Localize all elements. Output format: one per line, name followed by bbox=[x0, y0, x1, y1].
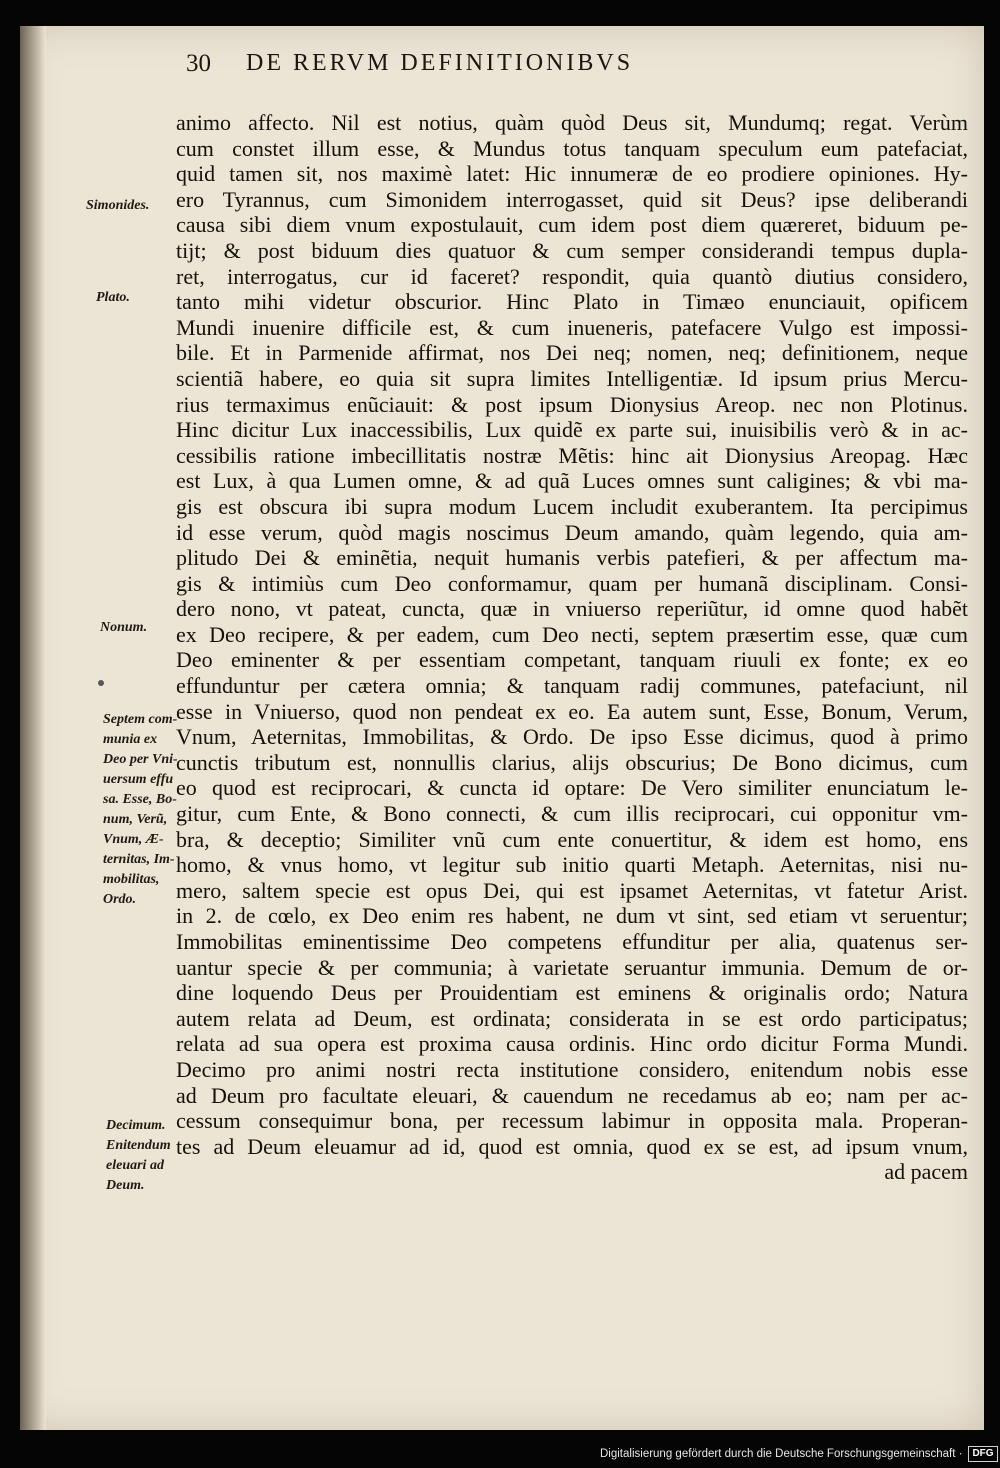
margin-line: Deo per Vni- bbox=[103, 752, 178, 767]
text-line: relata ad sua opera est proxima causa ordinis. Hinc ordo dicitur Forma Mundi. bbox=[176, 1031, 968, 1057]
text-line: esse in Vniuerso, quod non pendeat ex eo. Ea autem sunt, Esse, Bonum, Verum, bbox=[176, 698, 968, 724]
text-line: cunctis tributum est, nonnullis clarius, alijs obscurius; De Bono dicimus, cum bbox=[176, 749, 968, 775]
text-line: mero, saltem specie est opus Dei, qui est ipsamet Aeternitas, vt fatetur Arist. bbox=[176, 877, 968, 903]
text-line: in 2. de cœlo, ex Deo enim res habent, ne dum vt sint, sed etiam vt seruentur; bbox=[176, 903, 968, 929]
margin-line: num, Verũ, bbox=[103, 812, 168, 827]
text-line: ex Deo recipere, & per eadem, cum Deo necti, septem præsertim esse, quæ cum bbox=[176, 621, 968, 647]
text-line: ero Tyrannus, cum Simonidem interrogasset, quid sit Deus? ipse deliberandi bbox=[176, 186, 968, 212]
margin-line: uersum effu bbox=[103, 772, 174, 787]
margin-line: Enitendum bbox=[106, 1138, 171, 1153]
page-gutter bbox=[20, 26, 46, 1430]
text-line: Immobilitas eminentissime Deo competens effunditur per alia, quatenus ser- bbox=[176, 929, 968, 954]
text-line: Decimo pro animi nostri recta institutione considero, enitendum nobis esse bbox=[176, 1056, 968, 1082]
text-line: Mundi inuenire difficile est, & cum inueneris, patefacere Vulgo est impossi- bbox=[176, 314, 968, 340]
page-header bbox=[186, 50, 846, 90]
margin-line: Septem com- bbox=[103, 712, 178, 727]
text-line: bile. Et in Parmenide affirmat, nos Dei neq; nomen, neq; definitionem, neque bbox=[176, 340, 968, 366]
text-line: effunduntur per cætera omnia; & tanquam radij communes, patefaciunt, nil bbox=[176, 673, 968, 699]
text-line: bra, & deceptio; Similiter vnũ cum ente conuertitur, & idem est homo, ens bbox=[176, 826, 968, 852]
text-line: scientiã habere, eo quia sit supra limites Intelligentiæ. Id ipsum prius Mercu- bbox=[176, 365, 968, 391]
text-line: id esse verum, quòd magis noscimus Deum amando, quàm legendo, quia am- bbox=[176, 519, 968, 545]
text-line: Deo eminenter & per essentiam competant, tanquam riuuli ex fonte; ex eo bbox=[176, 647, 968, 673]
text-line: uantur specie & per communia; à varietate seruantur immunia. Demum de or- bbox=[176, 954, 968, 980]
dfg-logo: DFG bbox=[968, 1446, 997, 1462]
running-title: DE RERVM DEFINITIONIBVS bbox=[246, 50, 634, 76]
text-line: eo quod est reciprocari, & cuncta id optare: De Vero similiter enunciatum le- bbox=[176, 775, 968, 801]
text-line: plitudo Dei & eminẽtia, nequit humanis verbis patefieri, & per affectum ma- bbox=[176, 545, 968, 571]
text-line: est Lux, à qua Lumen omne, & ad quã Luces omnes sunt caligines; & vbi ma- bbox=[176, 468, 968, 494]
text-line: dine loquendo Deus per Prouidentiam est eminens & originalis ordo; Natura bbox=[176, 980, 968, 1006]
text-line: rius termaximus enũciauit: & post ipsum Dionysius Areop. nec non Plotinus. bbox=[176, 391, 968, 417]
margin-line: ternitas, Im- bbox=[103, 852, 175, 867]
text-line: quid tamen sit, nos maximè latet: Hic innumeræ de eo prodiere opiniones. Hy- bbox=[176, 161, 968, 187]
margin-line: Deum. bbox=[106, 1178, 145, 1193]
text-line: gis est obscura ibi supra modum Lucem includit exuberantem. Ita percipimus bbox=[176, 493, 968, 519]
text-line: autem relata ad Deum, est ordinata; considerata in se est ordo participatus; bbox=[176, 1005, 968, 1031]
page-number: 30 bbox=[186, 50, 211, 77]
text-line: tes ad Deum eleuamur ad id, quod est omnia, quod ex se est, ad ipsum vnum, bbox=[176, 1133, 968, 1159]
margin-line: Ordo. bbox=[103, 892, 137, 907]
margin-note-decimum bbox=[106, 1116, 171, 1196]
margin-line: Decimum. bbox=[106, 1118, 166, 1133]
text-line: gitur, cum Ente, & Bono connecti, & cum illis reciprocari, cui opponitur vm- bbox=[176, 801, 968, 827]
text-line: ret, interrogatus, cur id faceret? respondit, quia quantò diutius considero, bbox=[176, 263, 968, 289]
text-line: causa sibi diem vnum expostulauit, cum idem post diem quæreret, biduum pe- bbox=[176, 212, 968, 238]
text-line: cessibilis ratione imbecillitatis nostræ Mẽtis: hinc ait Dionysius Areopag. Hæc bbox=[176, 442, 968, 468]
margin-note-septem bbox=[103, 710, 178, 910]
margin-line: munia ex bbox=[103, 732, 158, 747]
text-line: Vnum, Aeternitas, Immobilitas, & Ordo. De ipso Esse dicimus, quod à primo bbox=[176, 724, 968, 750]
text-line: gis & intimiùs cum Deo conformamur, quam per humanã disciplinam. Consi- bbox=[176, 570, 968, 596]
margin-line: sa. Esse, Bo- bbox=[103, 792, 177, 807]
footer-credit: Digitalisierung gefördert durch die Deutsche Forschungsgemeinschaft · bbox=[600, 1448, 963, 1460]
text-line: cessum consequimur bona, per recessum labimur in opposita mala. Properan- bbox=[176, 1108, 968, 1134]
main-text-block bbox=[176, 110, 968, 1185]
text-line: cum constet illum esse, & Mundus totus tanquam speculum eum patefaciat, bbox=[176, 135, 968, 161]
text-line: Hinc dicitur Lux inaccessibilis, Lux quidẽ ex parte sui, inuisibilis verò & in ac- bbox=[176, 417, 968, 443]
margin-note-simonides: Simonides. bbox=[86, 198, 150, 213]
margin-line: eleuari ad bbox=[106, 1158, 164, 1173]
margin-note-plato: Plato. bbox=[96, 290, 130, 305]
text-line: homo, & vnus homo, vt legitur sub initio quarti Metaph. Aeternitas, nisi nu- bbox=[176, 852, 968, 878]
margin-line: mobilitas, bbox=[103, 872, 160, 887]
digitization-footer bbox=[600, 1444, 998, 1464]
text-line: tijt; & post biduum dies quatuor & cum semper considerandi tempus dupla- bbox=[176, 237, 968, 263]
text-line: ad Deum pro facultate eleuari, & cauendum ne recedamus ab eo; nam per ac- bbox=[176, 1082, 968, 1108]
text-line: dero nono, vt pateat, cuncta, quæ in vniuerso reperiũtur, id omne quod habẽt bbox=[176, 596, 968, 622]
text-line: animo affecto. Nil est notius, quàm quòd Deus sit, Mundumq; regat. Verùm bbox=[176, 110, 968, 135]
text-line: tanto mihi videtur obscurior. Hinc Plato in Timæo enunciauit, opificem bbox=[176, 289, 968, 315]
margin-note-nonum: Nonum. bbox=[100, 620, 148, 635]
text-line: ad pacem bbox=[884, 1159, 968, 1185]
ink-speck bbox=[98, 680, 104, 686]
margin-line: Vnum, Æ- bbox=[103, 832, 164, 847]
